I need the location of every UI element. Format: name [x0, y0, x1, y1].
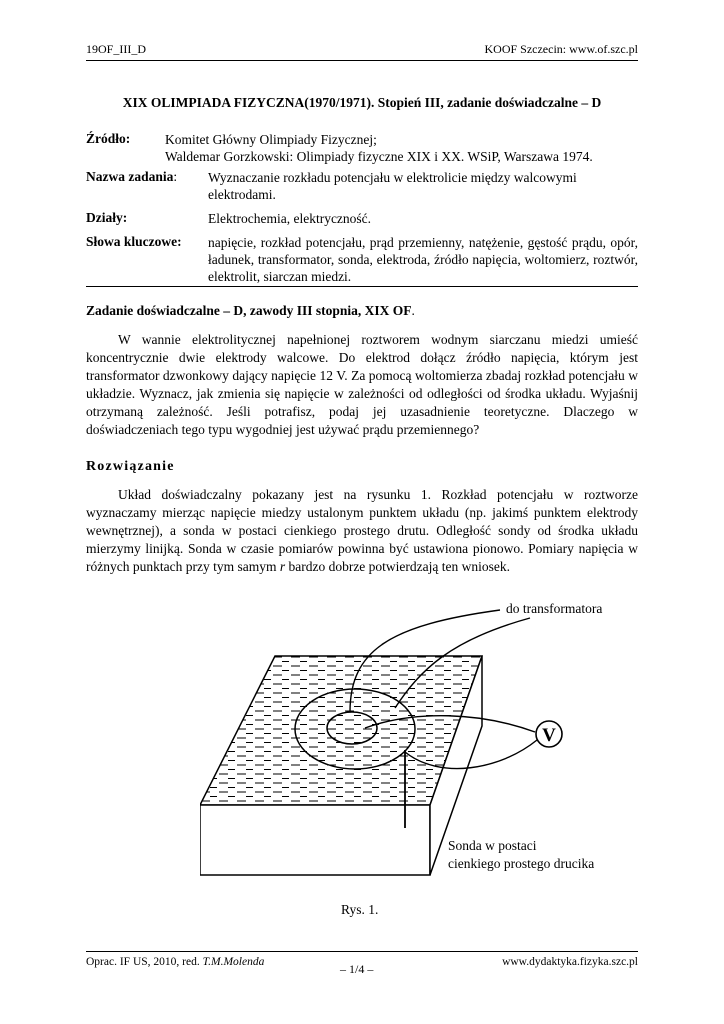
solution-heading: Rozwiązanie	[86, 459, 175, 474]
label-probe-1: Sonda w postaci	[448, 838, 537, 853]
task-name-label: Nazwa zadania:	[86, 169, 178, 184]
figure-diagram	[200, 590, 620, 890]
source-label: Źródło:	[86, 131, 131, 146]
solution-text: Układ doświadczalny pokazany jest na rysunku 1. Rozkład potencjału w roztworze wyznaczamy mierząc napięcie miedzy ustalonym punktem układu (np. jakimś punktem elektrody wewnętrznej), a sonda w postaci cienkiego prostego drutu. Odległość sondy od środka układu mierzymy linijką. Sonda w czasie pomiarów powinna być ustawiona pionowo. Pomiary napięcia w różnych punktach przy tym samym r bardzo dobrze potwierdzają ten wniosek.	[86, 487, 638, 574]
task-text: W wannie elektrolitycznej napełnionej roztworem wodnym siarczanu miedzi umieść koncentrycznie dwie elektrody walcowe. Do elektrod dołącz źródło napięcia, którym jest transformator dzwonkowy dający napięcie 12 V. Za pomocą woltomierza zbadaj rozkład potencjału w układzie. Wyznacz, jak zmienia się napięcie w zależności od odległości od środka układu. Wyjaśnij otrzymaną zależność. Jeśli potrafisz, podaj jej uzasadnienie teoretyczne. Dlaczego w doświadczeniach tego typu wygodniej jest używać prądu przemiennego?	[86, 332, 638, 437]
header-left: 19OF_III_D	[86, 42, 146, 56]
source-line-2: Waldemar Gorzkowski: Olimpiady fizyczne XIX i XX. WSiP, Warszawa 1974.	[165, 149, 593, 164]
tank-front	[200, 805, 430, 875]
figure-caption: Rys. 1.	[341, 902, 379, 917]
page-title: XIX OLIMPIADA FIZYCZNA(1970/1971). Stopień III, zadanie doświadczalne – D	[122, 95, 602, 110]
footer-rule	[86, 951, 638, 952]
sections-label: Działy:	[86, 210, 128, 225]
footer-left: Oprac. IF US, 2010, red. T.M.Molenda	[86, 956, 265, 968]
task-heading: Zadanie doświadczalne – D, zawody III stopnia, XIX OF.	[86, 303, 415, 318]
keywords-label: Słowa kluczowe:	[86, 234, 182, 249]
meta-rule	[86, 286, 638, 287]
label-probe-2: cienkiego prostego drucika	[448, 856, 595, 871]
footer-right: www.dydaktyka.fizyka.szc.pl	[502, 956, 638, 968]
voltmeter-symbol: V	[542, 725, 556, 746]
page-number: – 1/4 –	[340, 962, 374, 976]
keywords-value: napięcie, rozkład potencjału, prąd przemienny, natężenie, gęstość prądu, opór, ładunek, transformator, sonda, elektroda, źródło napięcia, woltomierz, roztwór, elektrolit, siarczan miedzi.	[208, 235, 638, 284]
task-name-value: Wyznaczanie rozkładu potencjału w elektrolicie między walcowymi elektrodami.	[208, 170, 577, 202]
source-line-1: Komitet Główny Olimpiady Fizycznej;	[165, 132, 377, 147]
header-rule	[86, 60, 638, 61]
header-right: KOOF Szczecin: www.of.szc.pl	[484, 42, 638, 56]
sections-value: Elektrochemia, elektryczność.	[208, 211, 372, 226]
label-transformer: do transformatora	[506, 601, 603, 616]
